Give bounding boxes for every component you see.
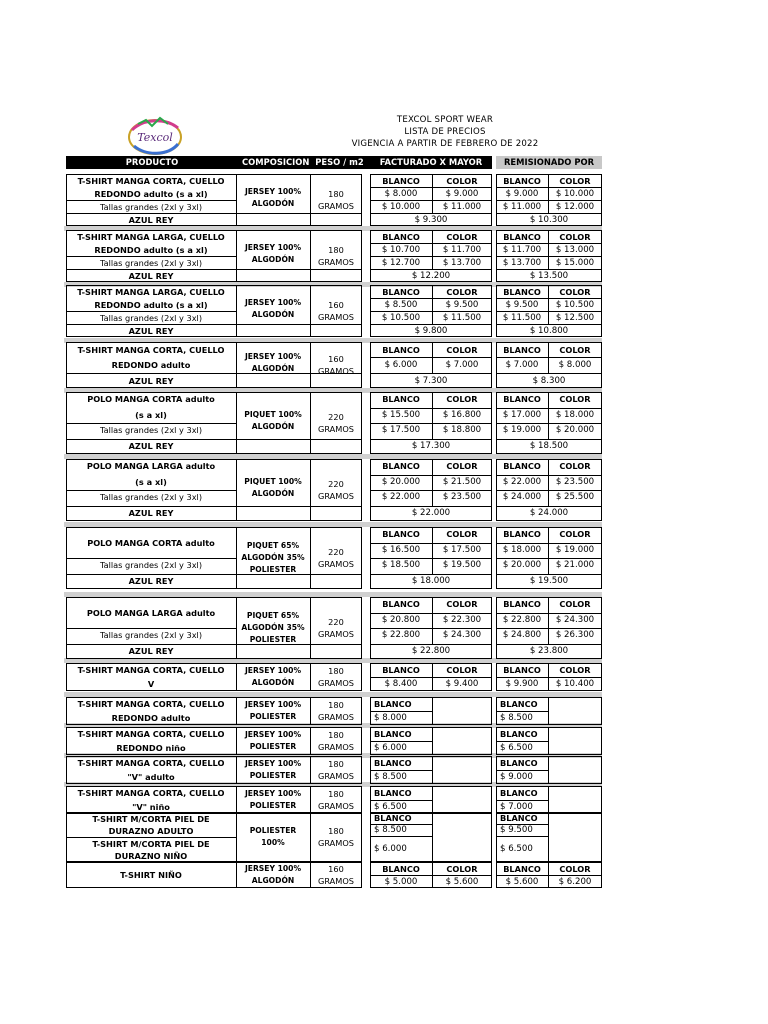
price-value: $ 22.800 [381,630,421,640]
header-peso: PESO / m2 [315,157,364,167]
price-value-azul: $ 24.000 [529,507,569,518]
price-value: $ 8.500 [374,772,407,782]
row-divider [370,373,492,374]
price-value: $ 6.500 [374,802,407,812]
weight-value: 180 [328,826,344,836]
column-label-color: COLOR [559,864,591,874]
price-value: $ 10.400 [555,679,595,689]
column-label-blanco: BLANCO [503,394,541,404]
composition-text: JERSEY 100% [244,298,302,307]
price-value-azul: $ 22.000 [411,507,451,518]
price-value: $ 9.500 [500,825,533,835]
column-label-color: COLOR [559,176,591,186]
composition-text: JERSEY 100% [244,187,302,196]
price-value: $ 22.300 [442,614,482,625]
column-label-blanco: BLANCO [382,599,420,609]
price-value: $ 17.500 [381,425,421,435]
sizes-label: Tallas grandes (2xl y 3xl) [99,630,203,640]
column-label-blanco: BLANCO [374,788,412,798]
weight-unit: GRAMOS [317,876,354,886]
column-label-blanco: BLANCO [382,232,420,242]
price-value: $ 9.000 [445,189,479,199]
composition-text: POLIESTER [249,826,297,835]
column-label-blanco: BLANCO [382,394,420,404]
product-name: POLO MANGA LARGA adulto [86,607,216,618]
price-value: $ 21.500 [442,476,482,487]
price-value: $ 10.000 [381,202,421,212]
weight-unit: GRAMOS [317,559,354,569]
composition-text: POLIESTER [249,565,297,574]
price-value: $ 13.700 [442,258,482,268]
product-name: T-SHIRT MANGA CORTA, CUELLO [77,345,225,355]
column-label-blanco: BLANCO [374,758,412,768]
weight-value: 180 [328,759,344,769]
price-value: $ 22.800 [502,614,542,625]
price-value: $ 9.500 [505,300,539,310]
list-title: LISTA DE PRECIOS [404,127,486,137]
column-label-blanco: BLANCO [503,176,541,186]
product-name: POLO MANGA LARGA adulto [86,461,216,471]
price-value: $ 8.000 [384,189,418,199]
price-value: $ 11.700 [502,245,542,255]
column-label-blanco: BLANCO [374,699,412,709]
composition-text: JERSEY 100% [244,243,302,252]
price-value: $ 8.000 [374,713,407,723]
weight-unit: GRAMOS [317,678,354,688]
column-label-color: COLOR [446,287,478,297]
price-value: $ 11.700 [442,245,482,255]
price-value: $ 18.500 [381,560,421,570]
composition-text: JERSEY 100% [244,666,302,675]
column-label-blanco: BLANCO [382,529,420,539]
header-remisionado: REMISIONADO POR [496,156,602,169]
weight-value: 220 [328,412,344,422]
row-divider [236,574,362,575]
price-value: $ 8.500 [384,300,418,310]
color-label: AZUL REY [128,507,174,518]
color-label: AZUL REY [128,440,174,451]
product-name: T-SHIRT MANGA CORTA, CUELLO [77,699,225,709]
row-divider [236,213,362,214]
color-label: AZUL REY [128,375,174,386]
price-value: $ 16.500 [381,544,421,555]
product-name: T-SHIRT M/CORTA PIEL DE [92,814,210,824]
composition-text: POLIESTER [249,771,297,780]
column-label-color: COLOR [559,394,591,404]
price-value: $ 11.000 [442,202,482,212]
column-label-blanco: BLANCO [503,665,541,675]
price-value: $ 8.500 [500,713,533,723]
price-value: $ 9.900 [505,679,539,689]
column-label-blanco: BLANCO [503,529,541,539]
composition-text: JERSEY 100% [244,730,302,739]
composition-text: ALGODÓN [251,489,295,498]
price-value: $ 7.000 [445,360,479,371]
composition-text: JERSEY 100% [244,789,302,798]
price-value-azul: $ 18.500 [529,440,569,451]
product-name: T-SHIRT MANGA CORTA, CUELLO [77,758,225,768]
product-name: (s a xl) [135,409,167,420]
product-name: REDONDO adulto [111,360,191,371]
weight-unit: GRAMOS [317,771,354,781]
weight-value: 180 [328,245,344,255]
column-label-blanco: BLANCO [382,864,420,874]
composition-text: JERSEY 100% [244,864,302,873]
price-value: $ 6.000 [374,743,407,753]
column-label-blanco: BLANCO [500,758,538,768]
product-name: V [147,679,155,689]
price-value: $ 10.500 [381,313,421,323]
column-label-blanco: BLANCO [382,461,420,471]
price-value: $ 19.000 [555,544,595,555]
price-value-azul: $ 10.300 [529,215,569,225]
weight-value: 180 [328,700,344,710]
weight-unit: GRAMOS [317,629,354,639]
price-value: $ 20.000 [502,560,542,570]
price-value: $ 20.000 [381,476,421,487]
price-value: $ 23.500 [555,476,595,487]
weight-value: 180 [328,189,344,199]
column-label-color: COLOR [446,864,478,874]
weight-unit: GRAMOS [317,838,354,848]
price-value: $ 11.000 [502,202,542,212]
weight-value: 160 [328,354,344,364]
composition-text: PIQUET 100% [244,410,302,419]
column-label-blanco: BLANCO [500,729,538,739]
column-label-color: COLOR [446,665,478,675]
column-label-blanco: BLANCO [500,813,538,823]
column-label-color: COLOR [559,345,591,355]
composition-text: PIQUET 65% [246,611,300,620]
price-value: $ 18.800 [442,425,482,435]
weight-value: 180 [328,666,344,676]
composition-text: ALGODÓN [251,199,295,208]
weight-unit: GRAMOS [317,312,354,322]
product-name: REDONDO adulto (s a xl) [94,245,208,255]
price-value: $ 21.000 [555,560,595,570]
price-value: $ 6.000 [374,844,407,854]
column-label-blanco: BLANCO [374,813,412,823]
sizes-label: Tallas grandes (2xl y 3xl) [99,202,203,212]
price-value: $ 6.500 [500,844,533,854]
price-value: $ 26.300 [555,630,595,640]
price-value: $ 20.800 [381,614,421,625]
column-label-blanco: BLANCO [500,788,538,798]
product-name: POLO MANGA CORTA adulto [87,394,215,404]
price-value: $ 9.000 [505,189,539,199]
composition-text: ALGODÓN [251,678,295,687]
price-value: $ 17.500 [442,544,482,555]
price-value: $ 10.500 [555,300,595,310]
price-value: $ 22.000 [381,492,421,502]
price-value-azul: $ 18.000 [411,575,451,586]
composition-text: PIQUET 65% [246,541,300,550]
product-name: (s a xl) [135,476,167,487]
composition-text: ALGODÓN 35% [241,623,305,632]
color-label: AZUL REY [128,271,174,281]
row-divider [236,439,362,440]
composition-text: JERSEY 100% [244,352,302,361]
composition-text: POLIESTER [249,635,297,644]
row-divider [236,324,362,325]
row-divider [370,357,492,358]
composition-text: PIQUET 100% [244,477,302,486]
column-label-blanco: BLANCO [503,461,541,471]
price-value: $ 8.400 [384,679,418,689]
column-label-blanco: BLANCO [503,287,541,297]
price-value: $ 6.500 [500,743,533,753]
header-composicion: COMPOSICION [242,157,310,167]
validity-date: VIGENCIA A PARTIR DE FEBRERO DE 2022 [351,139,539,149]
price-value: $ 10.700 [381,245,421,255]
product-name: REDONDO niño [116,743,186,753]
price-value: $ 19.500 [442,560,482,570]
price-value: $ 12.000 [555,202,595,212]
price-value: $ 23.500 [442,492,482,502]
column-label-blanco: BLANCO [382,665,420,675]
company-name: TEXCOL SPORT WEAR [396,115,494,125]
composition-text: ALGODÓN [251,364,295,373]
weight-value: 220 [328,617,344,627]
price-value-azul: $ 9.800 [414,326,448,336]
price-value: $ 9.500 [445,300,479,310]
row-divider [496,373,602,374]
weight-value: 220 [328,547,344,557]
price-value: $ 20.000 [555,425,595,435]
header-facturado: FACTURADO X MAYOR [370,156,492,169]
column-label-blanco: BLANCO [503,232,541,242]
price-value: $ 6.200 [558,877,592,887]
composition-text: JERSEY 100% [244,700,302,709]
price-value-azul: $ 9.300 [414,215,448,225]
product-name: T-SHIRT MANGA LARGA, CUELLO [77,232,225,242]
price-value: $ 18.000 [502,544,542,555]
document-heading [300,114,590,150]
price-value: $ 9.000 [500,772,533,782]
column-label-color: COLOR [446,232,478,242]
row-divider [66,373,362,374]
weight-unit: GRAMOS [317,257,354,267]
price-value: $ 5.600 [505,877,539,887]
weight-unit: GRAMOS [317,201,354,211]
price-value-azul: $ 8.300 [532,375,566,386]
product-name: DURAZNO ADULTO [108,826,194,836]
logo-text: Texcol [137,131,173,144]
price-value-azul: $ 22.800 [411,645,451,656]
price-value: $ 18.000 [555,409,595,420]
weight-value: 220 [328,479,344,489]
column-label-color: COLOR [446,461,478,471]
texcol-logo [124,112,186,162]
column-label-blanco: BLANCO [382,176,420,186]
product-name: "V" niño [132,802,170,812]
weight-unit: GRAMOS [317,801,354,811]
composition-text: POLIESTER [249,712,297,721]
weight-value: 160 [328,864,344,874]
sizes-label: Tallas grandes (2xl y 3xl) [99,560,203,570]
column-label-color: COLOR [446,394,478,404]
product-name: T-SHIRT MANGA CORTA, CUELLO [77,788,225,798]
sizes-label: Tallas grandes (2xl y 3xl) [99,492,203,502]
composition-text: ALGODÓN [251,255,295,264]
price-value: $ 10.000 [555,189,595,199]
price-value: $ 15.000 [555,258,595,268]
price-value: $ 13.000 [555,245,595,255]
price-value: $ 11.500 [442,313,482,323]
row-divider [236,269,362,270]
color-label: AZUL REY [128,326,174,336]
price-value: $ 11.500 [502,313,542,323]
sizes-label: Tallas grandes (2xl y 3xl) [99,425,203,435]
column-label-blanco: BLANCO [503,864,541,874]
price-value: $ 24.000 [502,492,542,502]
price-value: $ 12.500 [555,313,595,323]
product-name: T-SHIRT MANGA CORTA, CUELLO [77,665,225,675]
weight-unit: GRAMOS [317,424,354,434]
weight-unit: GRAMOS [317,366,354,376]
column-label-color: COLOR [559,599,591,609]
price-value-azul: $ 17.300 [411,440,451,451]
composition-text: POLIESTER [249,742,297,751]
color-label: AZUL REY [128,215,174,225]
product-name: REDONDO adulto [111,713,191,723]
price-value-azul: $ 10.800 [529,326,569,336]
weight-unit: GRAMOS [317,491,354,501]
column-label-blanco: BLANCO [382,345,420,355]
weight-value: 180 [328,789,344,799]
product-name: REDONDO adulto (s a xl) [94,189,208,199]
row-divider [496,357,602,358]
product-name: DURAZNO NIÑO [114,851,188,861]
product-name: "V" adulto [127,772,175,782]
column-label-color: COLOR [559,461,591,471]
sizes-label: Tallas grandes (2xl y 3xl) [99,313,203,323]
column-label-blanco: BLANCO [503,345,541,355]
price-value: $ 5.000 [384,877,418,887]
column-label-blanco: BLANCO [500,699,538,709]
price-value: $ 12.700 [381,258,421,268]
price-value: $ 7.000 [500,802,533,812]
column-label-blanco: BLANCO [374,729,412,739]
composition-text: 100% [261,838,285,847]
price-value: $ 8.000 [558,360,592,371]
price-value: $ 25.500 [555,492,595,502]
column-label-color: COLOR [446,176,478,186]
product-name: POLO MANGA CORTA adulto [87,537,215,548]
row-divider [496,836,548,837]
composition-text: JERSEY 100% [244,759,302,768]
price-value-azul: $ 23.800 [529,645,569,656]
price-value: $ 24.300 [442,630,482,640]
row-divider [236,644,362,645]
price-value: $ 17.000 [502,409,542,420]
column-label-color: COLOR [446,529,478,539]
price-value-azul: $ 7.300 [414,375,448,386]
price-value: $ 16.800 [442,409,482,420]
column-label-blanco: BLANCO [503,599,541,609]
column-label-color: COLOR [559,665,591,675]
price-value: $ 6.000 [384,360,418,371]
weight-value: 180 [328,730,344,740]
product-name: T-SHIRT NIÑO [120,870,182,880]
product-name: T-SHIRT MANGA CORTA, CUELLO [77,729,225,739]
price-value: $ 13.700 [502,258,542,268]
product-name: T-SHIRT MANGA LARGA, CUELLO [77,287,225,297]
sizes-label: Tallas grandes (2xl y 3xl) [99,258,203,268]
price-value: $ 24.800 [502,630,542,640]
price-value: $ 15.500 [381,409,421,420]
weight-value: 160 [328,300,344,310]
price-value: $ 5.600 [445,877,479,887]
column-label-blanco: BLANCO [382,287,420,297]
price-value-azul: $ 19.500 [529,575,569,586]
column-label-color: COLOR [559,529,591,539]
price-value: $ 9.400 [445,679,479,689]
price-value: $ 19.000 [502,425,542,435]
composition-text: ALGODÓN [251,310,295,319]
row-divider [370,836,432,837]
weight-unit: GRAMOS [317,742,354,752]
composition-text: ALGODÓN [251,876,295,885]
row-divider [236,506,362,507]
price-value: $ 8.500 [374,825,407,835]
composition-text: ALGODÓN [251,422,295,431]
header-producto: PRODUCTO [66,156,238,169]
header-composicion-peso [238,156,372,169]
column-label-color: COLOR [559,287,591,297]
composition-text: POLIESTER [249,801,297,810]
product-name: T-SHIRT MANGA CORTA, CUELLO [77,176,225,186]
product-name: T-SHIRT M/CORTA PIEL DE [92,839,210,849]
price-value: $ 22.000 [502,476,542,487]
color-label: AZUL REY [128,645,174,656]
color-label: AZUL REY [128,575,174,586]
column-label-color: COLOR [446,345,478,355]
price-value-azul: $ 12.200 [411,271,451,281]
product-name: REDONDO adulto (s a xl) [94,300,208,310]
weight-unit: GRAMOS [317,712,354,722]
price-value: $ 7.000 [505,360,539,371]
column-label-color: COLOR [446,599,478,609]
price-value: $ 24.300 [555,614,595,625]
price-value-azul: $ 13.500 [529,271,569,281]
column-label-color: COLOR [559,232,591,242]
composition-text: ALGODÓN 35% [241,553,305,562]
